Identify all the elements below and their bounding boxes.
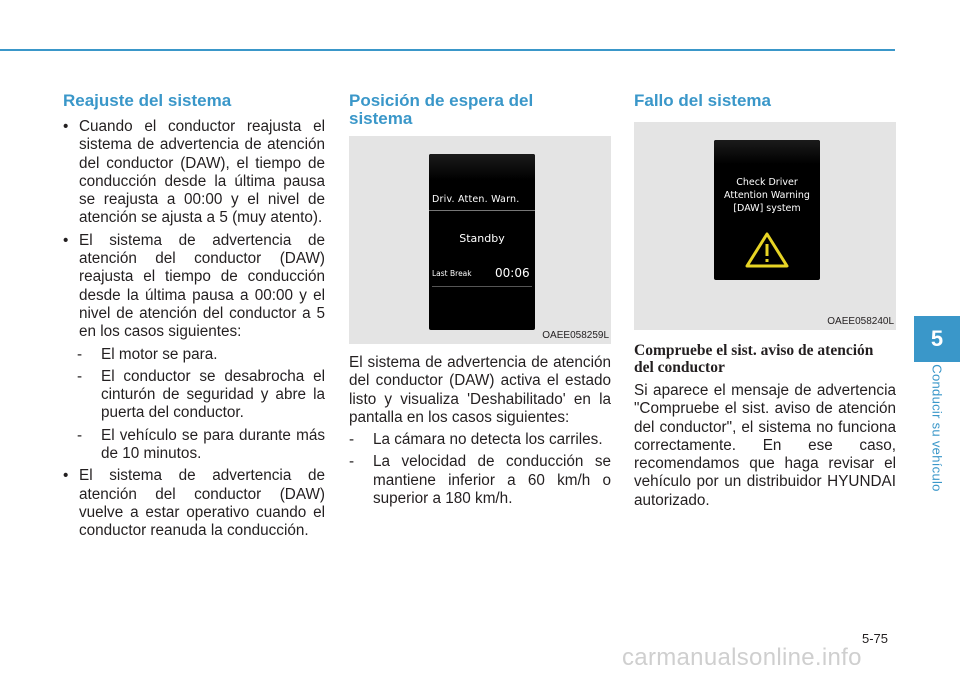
warning-line-2: Attention Warning <box>724 190 810 201</box>
bullet-item <box>63 467 325 540</box>
chapter-number: 5 <box>930 326 944 351</box>
dash-mark: - <box>349 453 355 471</box>
section-heading-reset: Reajuste del sistema <box>63 91 232 110</box>
dash-text: La cámara no detecta los carriles. <box>373 431 603 449</box>
dash-item <box>77 368 325 423</box>
bullet-mark: • <box>63 231 69 249</box>
page-number: 5-75 <box>862 631 889 646</box>
dash-text: La velocidad de conducción se mantiene inferior a 60 km/h o superior a 180 km/h. <box>373 453 611 508</box>
display-last-break-time: 00:06 <box>495 266 530 280</box>
display-glare <box>714 140 820 164</box>
dash-item <box>349 431 611 449</box>
figure-standby <box>349 136 611 344</box>
dash-item <box>349 453 611 508</box>
dash-mark: - <box>77 345 83 363</box>
bullet-text: El sistema de advertencia de atención del conductor (DAW) vuelve a estar operativo cuando el conductor reanuda la conducción. <box>79 467 325 540</box>
display-title: Driv. Atten. Warn. <box>432 194 520 205</box>
dash-item <box>77 346 325 364</box>
bullet-text: Cuando el conductor reajusta el sistema de advertencia de atención del conductor (DAW), el tiempo de conducción desde la última pausa se reajusta a 00:00 y el nivel de atención se ajusta a 5 (muy atento). <box>79 118 325 227</box>
dash-text: El conductor se desabrocha el cinturón de seguridad y abre la puerta del conductor. <box>101 367 325 422</box>
watermark: carmanualsonline.info <box>622 644 862 671</box>
bullet-text: El sistema de advertencia de atención del conductor (DAW) reajusta el tiempo de conducción desde la última pausa a 00:00 y el nivel de atención del conductor a 5 en los casos siguientes: <box>79 231 325 341</box>
display-divider <box>432 286 532 287</box>
column-failure <box>634 92 896 510</box>
display-glare <box>429 154 535 180</box>
standby-paragraph: El sistema de advertencia de atención del conductor (DAW) activa el estado listo y visualiza 'Deshabilitado' en la pantalla en los casos siguientes: <box>349 354 611 426</box>
bullet-mark: • <box>63 467 69 485</box>
section-heading-failure: Fallo del sistema <box>634 91 771 110</box>
display-status: Standby <box>459 232 505 245</box>
column-standby <box>349 92 611 512</box>
dash-mark: - <box>77 367 83 385</box>
display-divider <box>429 210 535 211</box>
bullet-mark: • <box>63 118 69 135</box>
chapter-tab <box>914 316 960 362</box>
figure-code: OAEE058259L <box>542 330 609 341</box>
warning-line-1: Check Driver <box>736 177 798 188</box>
failure-subheading: Compruebe el sist. aviso de atención del conductor <box>634 342 874 376</box>
warning-triangle-icon <box>745 232 789 268</box>
dash-text: El vehículo se para durante más de 10 minutos. <box>101 426 325 463</box>
figure-failure <box>634 122 896 330</box>
bullet-item <box>63 118 325 228</box>
dash-mark: - <box>349 431 355 449</box>
display-last-break-label: Last Break <box>432 269 472 278</box>
dash-mark: - <box>77 426 83 444</box>
chapter-title: Conducir su vehículo <box>929 364 945 492</box>
cluster-display-standby <box>429 154 535 330</box>
column-reset <box>63 92 325 545</box>
warning-line-3: [DAW] system <box>733 203 801 214</box>
figure-code: OAEE058240L <box>827 316 894 327</box>
section-heading-standby: Posición de espera del sistema <box>349 91 534 128</box>
header-rule <box>0 49 895 51</box>
dash-text: El motor se para. <box>101 345 218 363</box>
failure-paragraph: Si aparece el mensaje de advertencia "Compruebe el sist. aviso de atención del conductor", el sistema no funciona correctamente. En ese caso, recomendamos que haga revisar el vehículo por un distribuidor HYUNDAI autorizado. <box>634 382 896 509</box>
bullet-item <box>63 232 325 342</box>
cluster-display-warning <box>714 140 820 280</box>
dash-item <box>77 427 325 464</box>
